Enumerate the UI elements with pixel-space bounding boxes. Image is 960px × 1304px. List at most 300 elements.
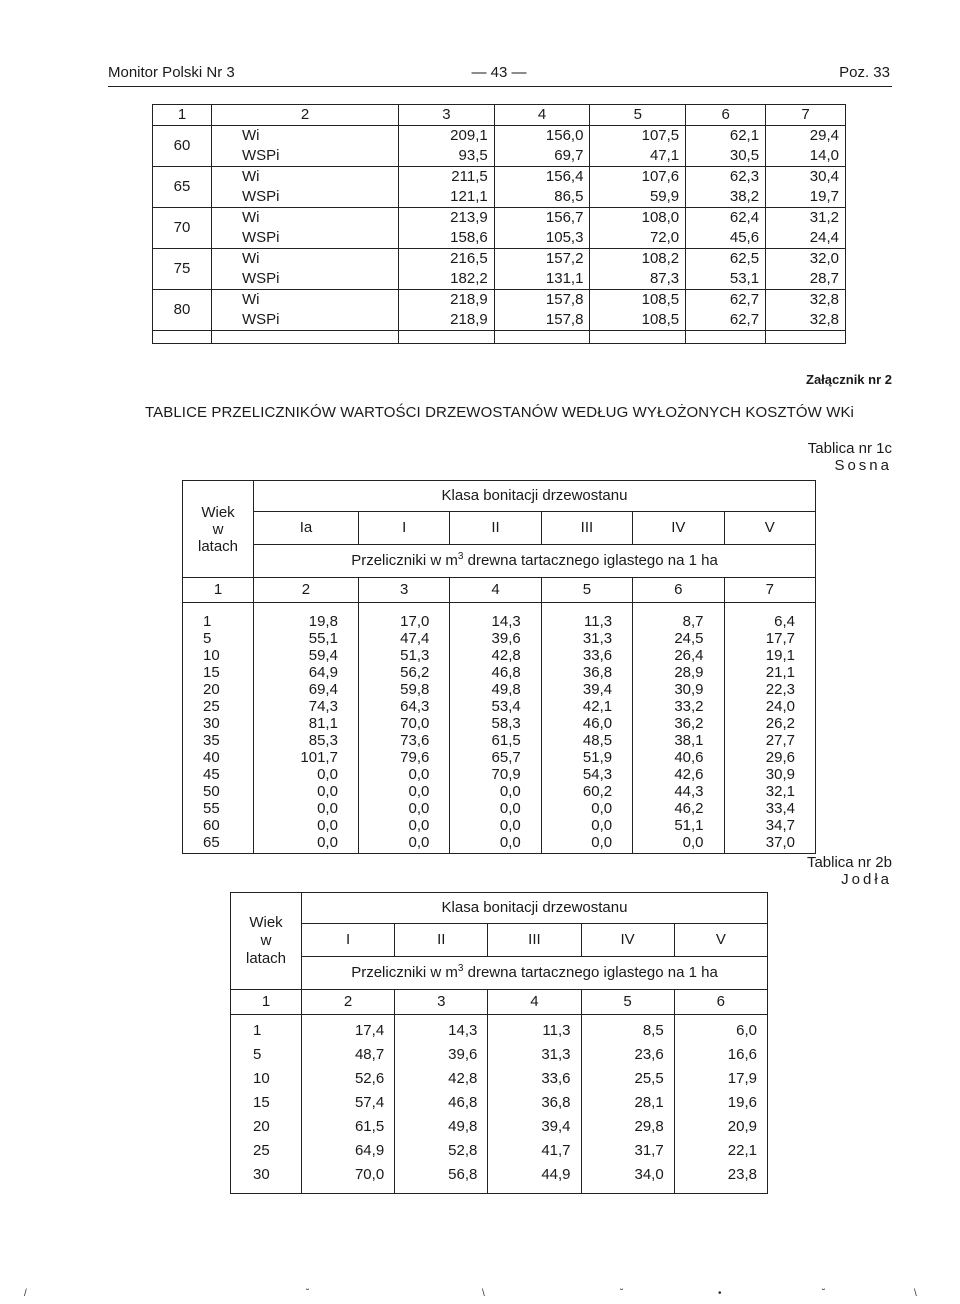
value-cell: 34,0: [581, 1163, 674, 1194]
value-cell: 0,0: [450, 817, 541, 834]
row-label: Wi: [212, 126, 399, 147]
spacer-cell: [494, 331, 590, 344]
table-row: [153, 310, 846, 331]
row-label: WSPi: [212, 146, 399, 167]
age-cell: 15: [203, 664, 220, 681]
annex-label: Załącznik nr 2: [806, 372, 892, 387]
value-cell: 108,5: [590, 310, 686, 331]
value-cell: 105,3: [494, 228, 590, 249]
value-cell: 39,6: [395, 1043, 488, 1067]
value-cell: 31,2: [766, 208, 846, 229]
age-header-line: w: [212, 520, 224, 538]
value-cell: 33,6: [488, 1067, 581, 1091]
value-cell: 17,9: [674, 1067, 767, 1091]
table-row: [231, 1091, 768, 1115]
value-cell: 29,8: [581, 1115, 674, 1139]
value-cell: 22,1: [674, 1139, 767, 1163]
value-cell: 70,0: [302, 1163, 395, 1194]
value-cell: 14,0: [766, 146, 846, 167]
value-cell: 34,7: [724, 817, 815, 834]
column-header: 6: [686, 105, 766, 126]
value-cell: 56,8: [395, 1163, 488, 1194]
value-cell: 14,3: [450, 603, 541, 631]
class-label: II: [395, 924, 488, 957]
value-cell: 211,5: [399, 167, 495, 188]
value-cell: 157,8: [494, 290, 590, 311]
value-cell: 93,5: [399, 146, 495, 167]
class-label: III: [488, 924, 581, 957]
table-sosna: [182, 480, 816, 854]
unit-text: drewna tartacznego iglastego na 1 ha: [463, 552, 718, 569]
age-cell: 60: [153, 126, 212, 167]
value-cell: 156,0: [494, 126, 590, 147]
column-number: 2: [254, 578, 359, 603]
class-label: V: [724, 512, 815, 545]
value-cell: 33,2: [633, 698, 724, 715]
unit-superscript: 3: [457, 963, 464, 974]
value-cell: 0,0: [450, 783, 541, 800]
value-cell: 19,1: [724, 647, 815, 664]
age-header-line: w: [260, 932, 272, 949]
row-label: WSPi: [212, 187, 399, 208]
table-row: [231, 1139, 768, 1163]
value-cell: 19,6: [674, 1091, 767, 1115]
value-cell: 38,1: [633, 732, 724, 749]
value-cell: 158,6: [399, 228, 495, 249]
column-number: 6: [633, 578, 724, 603]
unit-header: [302, 957, 768, 990]
column-number: 3: [395, 990, 488, 1015]
value-cell: 29,6: [724, 749, 815, 766]
value-cell: 0,0: [358, 766, 449, 783]
table-row: [183, 749, 816, 766]
value-cell: 47,1: [590, 146, 686, 167]
table-row: [231, 1163, 768, 1194]
position-number: Poz. 33: [839, 64, 890, 81]
value-cell: 64,3: [358, 698, 449, 715]
column-number: 5: [581, 990, 674, 1015]
value-cell: 59,4: [254, 647, 359, 664]
value-cell: 72,0: [590, 228, 686, 249]
value-cell: 46,8: [450, 664, 541, 681]
age-cell: 25: [253, 1142, 270, 1159]
unit-text: drewna tartacznego iglastego na 1 ha: [463, 964, 718, 981]
value-cell: 213,9: [399, 208, 495, 229]
value-cell: 218,9: [399, 290, 495, 311]
value-cell: 30,4: [766, 167, 846, 188]
value-cell: 24,0: [724, 698, 815, 715]
species-label: Sosna: [834, 457, 892, 474]
value-cell: 28,9: [633, 664, 724, 681]
value-cell: 69,4: [254, 681, 359, 698]
value-cell: 42,6: [633, 766, 724, 783]
value-cell: 64,9: [254, 664, 359, 681]
value-cell: 42,8: [395, 1067, 488, 1091]
column-number: 4: [488, 990, 581, 1015]
value-cell: 157,2: [494, 249, 590, 270]
age-cell: 1: [203, 613, 212, 630]
row-label: WSPi: [212, 310, 399, 331]
value-cell: 39,4: [488, 1115, 581, 1139]
value-cell: 46,0: [541, 715, 632, 732]
value-cell: 26,2: [724, 715, 815, 732]
value-cell: 36,2: [633, 715, 724, 732]
value-cell: 65,7: [450, 749, 541, 766]
value-cell: 0,0: [254, 817, 359, 834]
value-cell: 21,1: [724, 664, 815, 681]
class-label: II: [450, 512, 541, 545]
species-label: Jodła: [841, 871, 892, 888]
column-header: 1: [153, 105, 212, 126]
table-row: [183, 603, 816, 631]
table-row: [183, 800, 816, 817]
table-row: [153, 228, 846, 249]
value-cell: 64,9: [302, 1139, 395, 1163]
table-row: [153, 146, 846, 167]
age-cell: 25: [203, 698, 220, 715]
value-cell: 79,6: [358, 749, 449, 766]
value-cell: 36,8: [541, 664, 632, 681]
value-cell: 47,4: [358, 630, 449, 647]
column-header: 7: [766, 105, 846, 126]
class-label: IV: [581, 924, 674, 957]
class-label: Ia: [254, 512, 359, 545]
value-cell: 33,4: [724, 800, 815, 817]
value-cell: 24,5: [633, 630, 724, 647]
age-header: [231, 893, 302, 990]
age-header-line: latach: [245, 950, 287, 967]
value-cell: 54,3: [541, 766, 632, 783]
value-cell: 32,0: [766, 249, 846, 270]
table-row: [183, 715, 816, 732]
value-cell: 23,6: [581, 1043, 674, 1067]
value-cell: 131,1: [494, 269, 590, 290]
scan-mark: ˘: [620, 1288, 624, 1299]
value-cell: 62,3: [686, 167, 766, 188]
value-cell: 32,8: [766, 310, 846, 331]
value-cell: 49,8: [450, 681, 541, 698]
value-cell: 108,5: [590, 290, 686, 311]
table-continuation: [152, 104, 846, 344]
value-cell: 17,0: [358, 603, 449, 631]
age-cell: 5: [203, 630, 212, 647]
value-cell: 25,5: [581, 1067, 674, 1091]
age-cell: 55: [203, 800, 220, 817]
value-cell: 51,9: [541, 749, 632, 766]
value-cell: 156,7: [494, 208, 590, 229]
spacer-cell: [590, 331, 686, 344]
value-cell: 70,9: [450, 766, 541, 783]
row-label: Wi: [212, 167, 399, 188]
value-cell: 11,3: [541, 603, 632, 631]
column-number: 1: [183, 578, 254, 603]
value-cell: 33,6: [541, 647, 632, 664]
age-cell: 70: [153, 208, 212, 249]
scan-mark: •: [718, 1288, 722, 1299]
table-row: [183, 647, 816, 664]
value-cell: 24,4: [766, 228, 846, 249]
value-cell: 60,2: [541, 783, 632, 800]
value-cell: 74,3: [254, 698, 359, 715]
value-cell: 30,5: [686, 146, 766, 167]
value-cell: 45,6: [686, 228, 766, 249]
value-cell: 52,8: [395, 1139, 488, 1163]
spacer-cell: [766, 331, 846, 344]
value-cell: 0,0: [541, 800, 632, 817]
value-cell: 0,0: [358, 834, 449, 854]
value-cell: 8,7: [633, 603, 724, 631]
age-cell: 45: [203, 766, 220, 783]
row-label: WSPi: [212, 269, 399, 290]
value-cell: 53,1: [686, 269, 766, 290]
value-cell: 51,1: [633, 817, 724, 834]
table-row: [183, 630, 816, 647]
value-cell: 62,7: [686, 310, 766, 331]
table-row: [231, 1015, 768, 1044]
value-cell: 49,8: [395, 1115, 488, 1139]
value-cell: 48,5: [541, 732, 632, 749]
row-label: Wi: [212, 249, 399, 270]
class-label: I: [358, 512, 449, 545]
table-ref-1c: [808, 440, 892, 474]
value-cell: 58,3: [450, 715, 541, 732]
value-cell: 22,3: [724, 681, 815, 698]
value-cell: 6,4: [724, 603, 815, 631]
value-cell: 30,9: [633, 681, 724, 698]
value-cell: 29,4: [766, 126, 846, 147]
value-cell: 19,7: [766, 187, 846, 208]
column-header: 4: [494, 105, 590, 126]
class-label: V: [674, 924, 767, 957]
table-row: [183, 681, 816, 698]
value-cell: 48,7: [302, 1043, 395, 1067]
value-cell: 31,7: [581, 1139, 674, 1163]
class-header: Klasa bonitacji drzewostanu: [302, 893, 768, 924]
value-cell: 157,8: [494, 310, 590, 331]
table-row: [183, 698, 816, 715]
value-cell: 121,1: [399, 187, 495, 208]
value-cell: 39,6: [450, 630, 541, 647]
column-number: 6: [674, 990, 767, 1015]
class-label: IV: [633, 512, 724, 545]
table-row: [183, 783, 816, 800]
spacer-cell: [212, 331, 399, 344]
age-cell: 30: [253, 1166, 270, 1183]
value-cell: 40,6: [633, 749, 724, 766]
page-title: TABLICE PRZELICZNIKÓW WARTOŚCI DRZEWOSTANÓW WEDŁUG WYŁOŻONYCH KOSZTÓW WKi: [145, 404, 854, 421]
value-cell: 8,5: [581, 1015, 674, 1044]
value-cell: 87,3: [590, 269, 686, 290]
header-rule: [108, 86, 892, 87]
age-cell: 65: [203, 834, 220, 851]
value-cell: 62,7: [686, 290, 766, 311]
value-cell: 218,9: [399, 310, 495, 331]
age-cell: 20: [203, 681, 220, 698]
age-cell: 10: [253, 1070, 270, 1087]
age-header-line: Wiek: [201, 503, 235, 521]
value-cell: 0,0: [358, 800, 449, 817]
value-cell: 23,8: [674, 1163, 767, 1194]
value-cell: 16,6: [674, 1043, 767, 1067]
value-cell: 61,5: [302, 1115, 395, 1139]
column-header: 3: [399, 105, 495, 126]
value-cell: 31,3: [541, 630, 632, 647]
value-cell: 36,8: [488, 1091, 581, 1115]
age-header-line: Wiek: [249, 914, 283, 931]
value-cell: 14,3: [395, 1015, 488, 1044]
value-cell: 0,0: [450, 800, 541, 817]
value-cell: 69,7: [494, 146, 590, 167]
value-cell: 0,0: [450, 834, 541, 854]
value-cell: 30,9: [724, 766, 815, 783]
age-cell: 30: [203, 715, 220, 732]
table-row: [231, 1067, 768, 1091]
scan-mark: \: [482, 1288, 485, 1299]
value-cell: 101,7: [254, 749, 359, 766]
age-cell: 35: [203, 732, 220, 749]
value-cell: 62,5: [686, 249, 766, 270]
unit-header: [254, 545, 816, 578]
value-cell: 39,4: [541, 681, 632, 698]
unit-text: Przeliczniki w m: [351, 552, 458, 569]
value-cell: 108,0: [590, 208, 686, 229]
table-row: [183, 834, 816, 854]
value-cell: 38,2: [686, 187, 766, 208]
age-cell: 5: [253, 1046, 262, 1063]
value-cell: 27,7: [724, 732, 815, 749]
value-cell: 216,5: [399, 249, 495, 270]
value-cell: 107,6: [590, 167, 686, 188]
age-cell: 65: [153, 167, 212, 208]
table-ref-label: Tablica nr 1c: [807, 440, 892, 457]
value-cell: 19,8: [254, 603, 359, 631]
value-cell: 52,6: [302, 1067, 395, 1091]
age-cell: 60: [203, 817, 220, 834]
value-cell: 20,9: [674, 1115, 767, 1139]
value-cell: 107,5: [590, 126, 686, 147]
value-cell: 28,7: [766, 269, 846, 290]
value-cell: 44,3: [633, 783, 724, 800]
value-cell: 17,7: [724, 630, 815, 647]
value-cell: 53,4: [450, 698, 541, 715]
age-header-line: latach: [197, 537, 239, 555]
page-number: — 43 —: [471, 64, 527, 81]
value-cell: 28,1: [581, 1091, 674, 1115]
value-cell: 55,1: [254, 630, 359, 647]
age-cell: 20: [253, 1118, 270, 1135]
value-cell: 37,0: [724, 834, 815, 854]
value-cell: 62,4: [686, 208, 766, 229]
column-number: 1: [231, 990, 302, 1015]
value-cell: 26,4: [633, 647, 724, 664]
column-number: 4: [450, 578, 541, 603]
scan-mark: \: [914, 1288, 917, 1299]
table-row: [153, 208, 846, 229]
table-row: [183, 732, 816, 749]
journal-name: Monitor Polski Nr 3: [108, 64, 235, 81]
age-cell: 40: [203, 749, 220, 766]
spacer-cell: [399, 331, 495, 344]
value-cell: 56,2: [358, 664, 449, 681]
value-cell: 0,0: [633, 834, 724, 854]
value-cell: 0,0: [541, 834, 632, 854]
column-number: 7: [724, 578, 815, 603]
value-cell: 182,2: [399, 269, 495, 290]
table-row: [231, 1115, 768, 1139]
table-row: [183, 664, 816, 681]
value-cell: 44,9: [488, 1163, 581, 1194]
value-cell: 59,8: [358, 681, 449, 698]
value-cell: 62,1: [686, 126, 766, 147]
value-cell: 0,0: [254, 766, 359, 783]
scan-mark: /: [24, 1288, 27, 1299]
table-row: [153, 167, 846, 188]
table-row: [231, 1043, 768, 1067]
row-label: Wi: [212, 208, 399, 229]
age-header: [183, 481, 254, 578]
value-cell: 41,7: [488, 1139, 581, 1163]
age-cell: 75: [153, 249, 212, 290]
table-row: [153, 126, 846, 147]
value-cell: 51,3: [358, 647, 449, 664]
column-number: 5: [541, 578, 632, 603]
value-cell: 42,1: [541, 698, 632, 715]
value-cell: 6,0: [674, 1015, 767, 1044]
table-row: [153, 269, 846, 290]
unit-text: Przeliczniki w m: [351, 964, 458, 981]
age-cell: 15: [253, 1094, 270, 1111]
value-cell: 0,0: [254, 783, 359, 800]
value-cell: 32,1: [724, 783, 815, 800]
spacer-cell: [686, 331, 766, 344]
column-header: 5: [590, 105, 686, 126]
value-cell: 73,6: [358, 732, 449, 749]
column-number: 2: [302, 990, 395, 1015]
value-cell: 156,4: [494, 167, 590, 188]
value-cell: 108,2: [590, 249, 686, 270]
table-row: [183, 766, 816, 783]
scan-mark: ˘: [306, 1288, 310, 1299]
age-cell: 50: [203, 783, 220, 800]
value-cell: 57,4: [302, 1091, 395, 1115]
table-row: [153, 249, 846, 270]
class-header: Klasa bonitacji drzewostanu: [254, 481, 816, 512]
value-cell: 0,0: [358, 783, 449, 800]
class-label: I: [302, 924, 395, 957]
value-cell: 61,5: [450, 732, 541, 749]
age-cell: 1: [253, 1022, 262, 1039]
table-row: [153, 290, 846, 311]
value-cell: 31,3: [488, 1043, 581, 1067]
value-cell: 0,0: [254, 834, 359, 854]
page-header: [108, 64, 890, 86]
table-row: [153, 187, 846, 208]
unit-superscript: 3: [457, 551, 464, 562]
value-cell: 86,5: [494, 187, 590, 208]
value-cell: 32,8: [766, 290, 846, 311]
table-ref-2b: [807, 854, 892, 888]
scan-mark: ˘: [822, 1288, 826, 1299]
value-cell: 17,4: [302, 1015, 395, 1044]
column-header: 2: [212, 105, 399, 126]
age-cell: 80: [153, 290, 212, 331]
value-cell: 70,0: [358, 715, 449, 732]
column-number: 3: [358, 578, 449, 603]
value-cell: 85,3: [254, 732, 359, 749]
row-label: WSPi: [212, 228, 399, 249]
table-ref-label: Tablica nr 2b: [806, 854, 892, 871]
spacer-cell: [153, 331, 212, 344]
